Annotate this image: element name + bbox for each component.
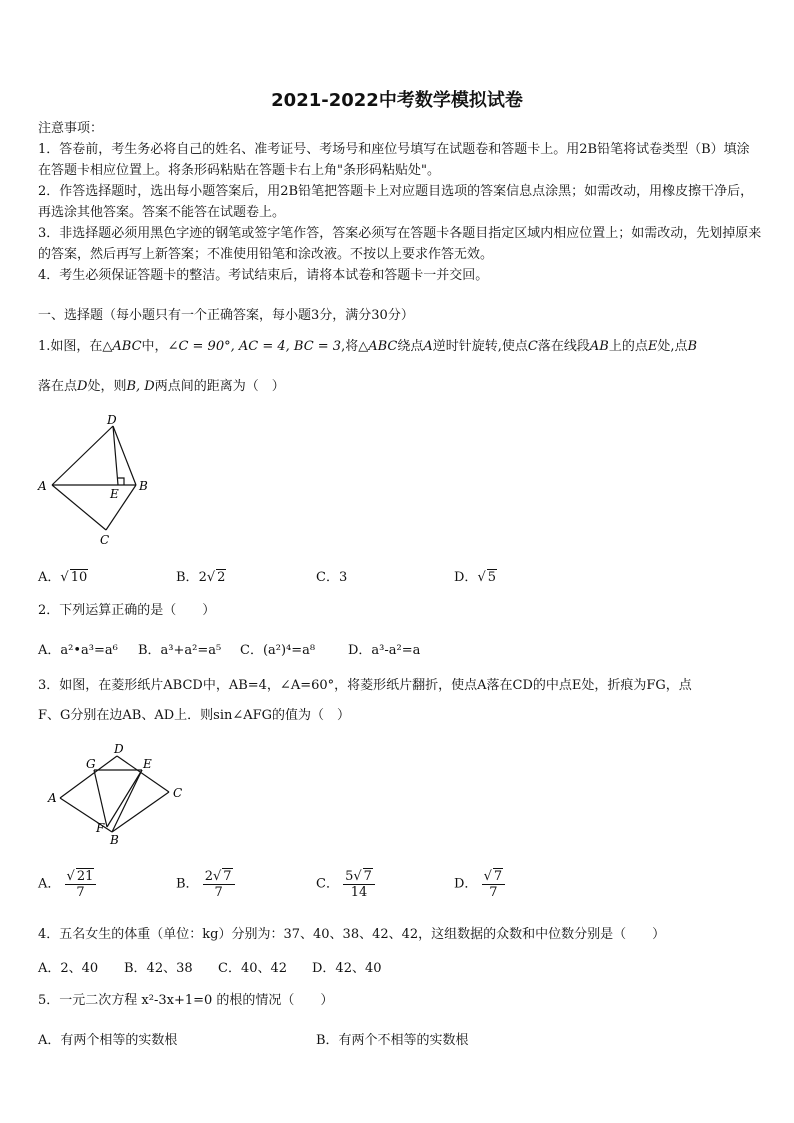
- question-1-line-1: 1.如图，在△ABC中，∠C = 90°, AC = 4, BC = 3,将△ABC绕点A逆时针旋转,使点C落在线段AB上的点E处,点B: [38, 339, 698, 354]
- q2-option-c[interactable]: C．(a²)⁴=a⁸: [240, 643, 316, 658]
- figure-label-d: D: [114, 742, 124, 756]
- q2-option-b[interactable]: B．a³+a²=a⁵: [138, 643, 222, 658]
- question-4: 4．五名女生的体重（单位：kg）分别为：37、40、38、42、42，这组数据的众数和中位数分别是（ ）: [38, 927, 666, 942]
- question-2: 2．下列运算正确的是（ ）: [38, 603, 216, 618]
- notice-heading: 注意事项：: [38, 121, 104, 136]
- figure-label-g: G: [86, 757, 96, 771]
- notice-item: 2．作答选择题时，选出每小题答案后，用2B铅笔把答题卡上对应题目选项的答案信息点涂黑；如需改动，用橡皮擦干净后，再选涂其他答案。答案不能答在试题卷上。: [38, 184, 754, 220]
- q4-option-a[interactable]: A．2、40: [38, 961, 99, 976]
- fraction: $\frac{√ 21}{7}$: [65, 868, 97, 900]
- fraction: $\frac{5√ 7}{14}$: [343, 868, 375, 900]
- question-3-line-1: 3．如图，在菱形纸片ABCD中，AB=4，∠A=60°，将菱形纸片翻折，使点A落在CD的中点E处，折痕为FG，点: [38, 678, 692, 693]
- q1-option-c[interactable]: C．3: [316, 570, 348, 585]
- notice-item: 3．非选择题必须用黑色字迹的钢笔或签字笔作答，答案必须写在答题卡各题目指定区域内相应位置上；如需改动，先划掉原来的答案，然后再写上新答案；不准使用铅笔和涂改液。不按以上要求作答无效。: [38, 226, 762, 262]
- q3-option-c[interactable]: C． $\frac{5√ 7}{14}$: [316, 868, 375, 900]
- question-1-figure: [30, 408, 170, 550]
- figure-label-e: E: [110, 487, 119, 501]
- q4-option-d[interactable]: D．42、40: [312, 961, 382, 976]
- question-3-figure: [44, 740, 194, 846]
- q3-option-d[interactable]: D． $\frac{√ 7}{7}$: [454, 868, 505, 900]
- q5-option-a[interactable]: A．有两个相等的实数根: [38, 1033, 178, 1048]
- question-5: 5．一元二次方程 x²-3x+1=0 的根的情况（ ）: [38, 993, 334, 1008]
- q2-option-d[interactable]: D．a³-a²=a: [348, 643, 421, 658]
- figure-label-b: B: [139, 479, 148, 493]
- figure-label-f: F: [96, 821, 105, 835]
- figure-label-a: A: [38, 479, 47, 493]
- figure-label-c: C: [173, 786, 183, 800]
- question-1-line-2: 落在点D处，则B, D两点间的距离为（ ）: [38, 379, 285, 394]
- q2-option-a[interactable]: A．a²•a³=a⁶: [38, 643, 118, 658]
- notice-item: 4．考生必须保证答题卡的整洁。考试结束后，请将本试卷和答题卡一并交回。: [38, 268, 489, 283]
- notice-item: 1．答卷前，考生务必将自己的姓名、准考证号、考场号和座位号填写在试题卷和答题卡上。用2B铅笔将试卷类型（B）填涂在答题卡相应位置上。将条形码粘贴在答题卡右上角"条形码粘贴处"。: [38, 142, 750, 178]
- figure-label-e: E: [143, 757, 152, 771]
- page-title: 2021-2022中考数学模拟试卷: [271, 90, 523, 111]
- q3-option-a[interactable]: A． $\frac{√ 21}{7}$: [38, 868, 96, 900]
- notice-block: [38, 118, 762, 286]
- q5-option-b[interactable]: B．有两个不相等的实数根: [316, 1033, 469, 1048]
- figure-label-c: C: [100, 533, 110, 547]
- q4-option-b[interactable]: B．42、38: [124, 961, 193, 976]
- fraction: $\frac{2√ 7}{7}$: [203, 868, 235, 900]
- question-3-line-2: F、G分别在边AB、AD上．则sin∠AFG的值为（ ）: [38, 708, 351, 723]
- q1-option-a[interactable]: A．√ 10: [38, 570, 88, 585]
- q1-option-b[interactable]: B．2√ 2: [176, 570, 226, 585]
- figure-label-b: B: [110, 833, 119, 846]
- q1-option-d[interactable]: D．√ 5: [454, 570, 497, 585]
- fraction: $\frac{√ 7}{7}$: [482, 868, 506, 900]
- q3-option-b[interactable]: B． $\frac{2√ 7}{7}$: [176, 868, 235, 900]
- q4-option-c[interactable]: C．40、42: [218, 961, 288, 976]
- figure-label-a: A: [48, 791, 57, 805]
- figure-label-d: D: [107, 413, 117, 427]
- section-heading: 一、选择题（每小题只有一个正确答案，每小题3分，满分30分）: [38, 308, 414, 323]
